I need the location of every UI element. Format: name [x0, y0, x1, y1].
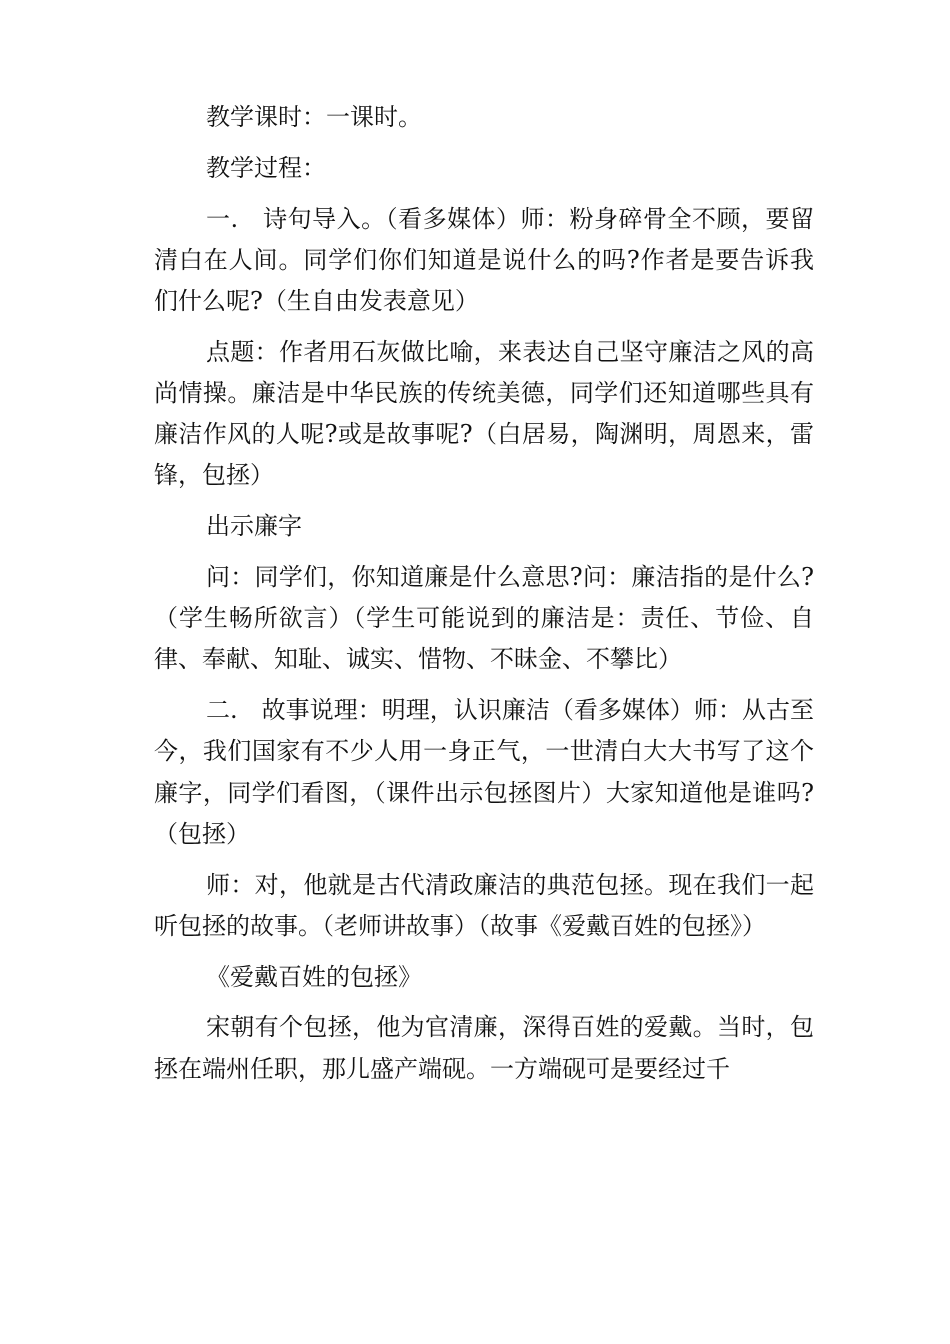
paragraph-teaching-process: 教学过程：	[206, 153, 326, 182]
paragraph-teacher-baozheng: 师：对，他就是古代清政廉洁的典范包拯。现在我们一起听包拯的故事。（老师讲故事）（故事《爱戴百姓的包拯》）	[154, 870, 814, 940]
document-body	[154, 97, 814, 1099]
paragraph-story-reasoning: 二. 故事说理：明理，认识廉洁（看多媒体）师：从古至今，我们国家有不少人用一身正气，一世清白大大书写了这个廉字，同学们看图，（课件出示包拯图片）大家知道他是谁吗?（包拯）	[154, 696, 814, 848]
paragraph-story-start: 宋朝有个包拯，他为官清廉，深得百姓的爱戴。当时，包拯在端州任职，那儿盛产端砚。一方端砚可是要经过千	[154, 1013, 814, 1083]
paragraph-show-character: 出示廉字	[206, 512, 302, 541]
paragraph-poem-intro: 一. 诗句导入。（看多媒体）师：粉身碎骨全不顾，要留清白在人间。同学们你们知道是说什么的吗?作者是要告诉我们什么呢?（生自由发表意见）	[154, 204, 814, 315]
paragraph-class-hours: 教学课时：一课时。	[206, 103, 422, 131]
paragraph-question: 问：同学们，你知道廉是什么意思?问：廉洁指的是什么?（学生畅所欲言）（学生可能说到的廉洁是：责任、节俭、自律、奉献、知耻、诚实、惜物、不昧金、不攀比）	[154, 563, 814, 674]
paragraph-story-title: 《爱戴百姓的包拯》	[206, 962, 422, 991]
paragraph-topic: 点题：作者用石灰做比喻，来表达自己坚守廉洁之风的高尚情操。廉洁是中华民族的传统美德，同学们还知道哪些具有廉洁作风的人呢?或是故事呢?（白居易，陶渊明，周恩来，雷锋，包拯）	[154, 337, 814, 490]
